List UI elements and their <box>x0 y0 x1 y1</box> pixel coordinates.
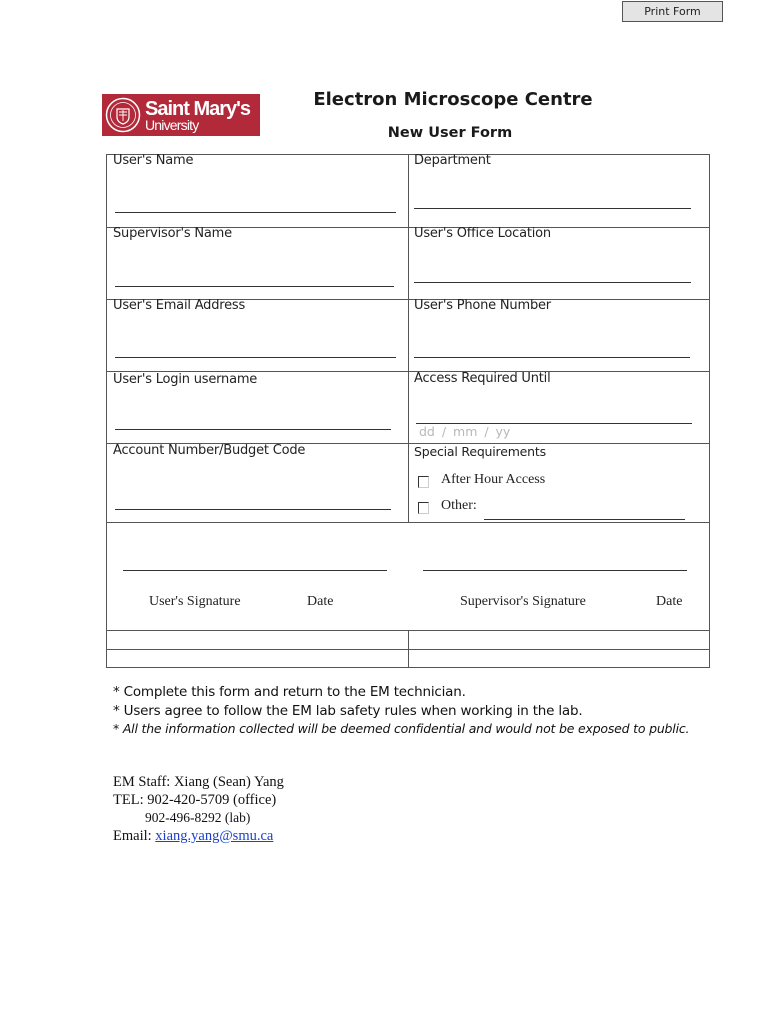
office-location-field[interactable] <box>414 282 691 283</box>
users-date-label: Date <box>307 594 334 609</box>
page-title: Electron Microscope Centre <box>313 89 593 110</box>
university-logo <box>102 94 260 136</box>
office-location-label: User's Office Location <box>414 226 551 241</box>
supervisors-name-label: Supervisor's Name <box>113 226 232 241</box>
column-divider <box>408 630 409 668</box>
staff-lab-phone: 902-496-8292 (lab) <box>145 810 251 825</box>
login-username-label: User's Login username <box>113 372 258 387</box>
form-subtitle: New User Form <box>387 125 513 141</box>
login-username-field[interactable] <box>115 429 391 430</box>
users-name-label: User's Name <box>113 153 194 168</box>
staff-name: EM Staff: Xiang (Sean) Yang <box>113 774 284 790</box>
email-address-field[interactable] <box>115 357 396 358</box>
account-number-field[interactable] <box>115 509 391 510</box>
note-line: * Users agree to follow the EM lab safety rules when working in the lab. <box>113 702 583 719</box>
other-checkbox[interactable] <box>418 502 429 514</box>
users-signature-field[interactable] <box>123 570 387 571</box>
form-table <box>106 154 710 668</box>
after-hour-access-checkbox[interactable] <box>418 476 429 488</box>
university-seal-icon <box>105 97 141 133</box>
supervisors-name-field[interactable] <box>115 286 394 287</box>
other-label: Other: <box>441 498 477 513</box>
special-requirements-label: Special Requirements <box>414 444 546 459</box>
account-number-label: Account Number/Budget Code <box>113 443 306 458</box>
staff-tel: TEL: 902-420-5709 (office) <box>113 792 277 808</box>
phone-number-field[interactable] <box>414 357 690 358</box>
row-divider <box>107 522 709 523</box>
supervisors-signature-field[interactable] <box>423 570 687 571</box>
phone-number-label: User's Phone Number <box>414 298 551 313</box>
staff-contact <box>113 773 284 845</box>
note-line: * Complete this form and return to the EM technician. <box>113 684 466 700</box>
users-name-field[interactable] <box>115 212 396 213</box>
access-required-until-label: Access Required Until <box>414 371 551 386</box>
email-label: Email: <box>113 828 156 844</box>
note-line: * All the information collected will be deemed confidential and would not be exposed to public. <box>113 721 690 736</box>
department-label: Department <box>414 153 491 168</box>
other-field[interactable] <box>484 519 685 520</box>
form-notes <box>113 683 689 739</box>
email-address-label: User's Email Address <box>113 298 246 313</box>
column-divider <box>408 155 409 522</box>
staff-email-link[interactable]: xiang.yang@smu.ca <box>155 828 274 844</box>
after-hour-access-label: After Hour Access <box>441 472 546 487</box>
supervisors-signature-label: Supervisor's Signature <box>460 594 586 609</box>
date-format-hint: dd / mm / yy <box>419 424 511 439</box>
users-signature-label: User's Signature <box>149 594 241 609</box>
logo-wordmark-line2: University <box>145 116 199 133</box>
staff-email-row <box>113 827 284 845</box>
supervisors-date-label: Date <box>656 594 683 609</box>
department-field[interactable] <box>414 208 691 209</box>
print-form-button[interactable]: Print Form <box>622 1 723 22</box>
logo-wordmark-line1: Saint Mary's <box>145 97 251 120</box>
